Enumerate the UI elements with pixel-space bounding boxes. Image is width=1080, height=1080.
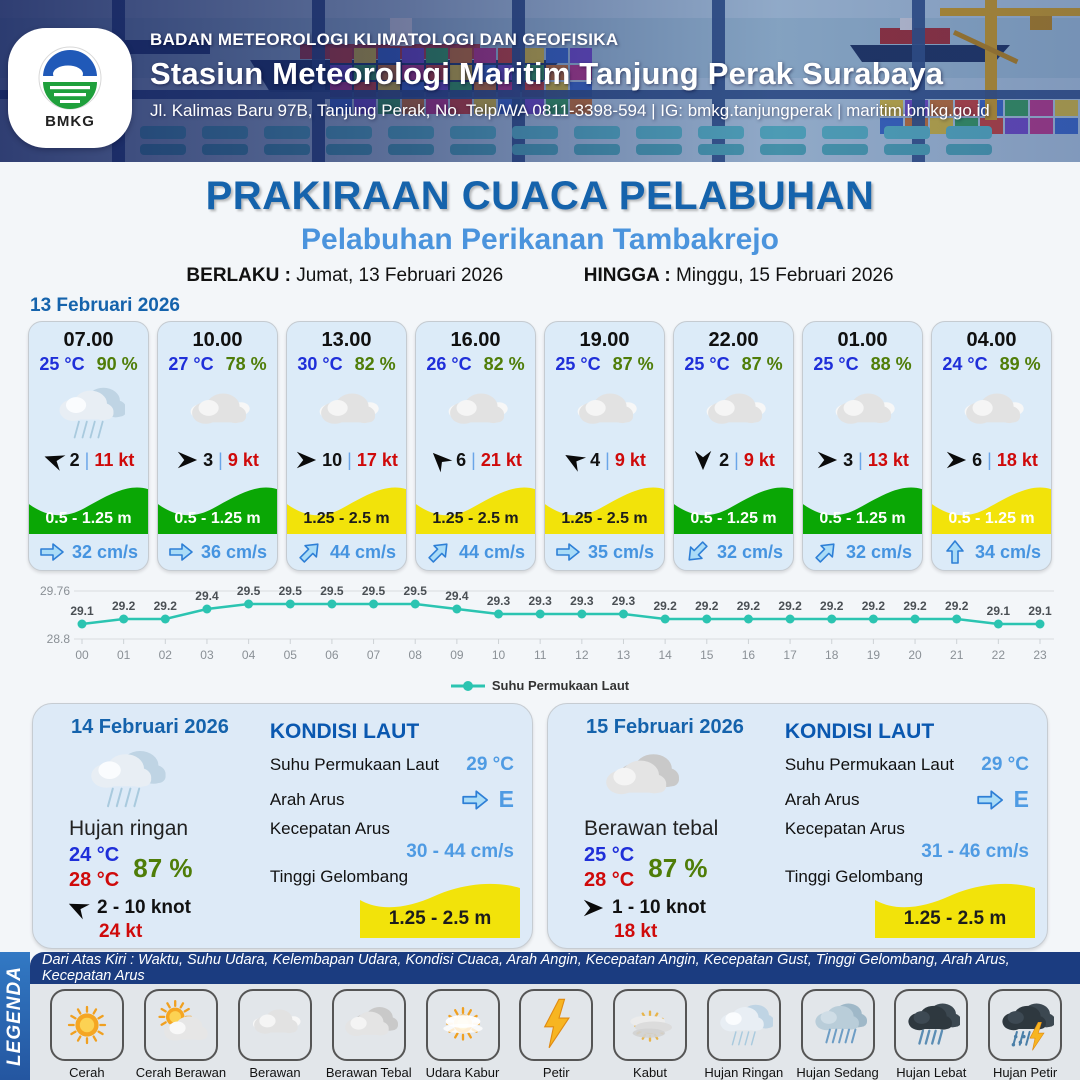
chart-legend-marker xyxy=(451,681,485,691)
svg-text:16: 16 xyxy=(741,648,756,662)
wind-speed: 6 xyxy=(456,449,467,470)
current-info xyxy=(168,534,267,570)
wave-height: 0.5 - 1.25 m xyxy=(174,510,261,527)
current-info xyxy=(297,534,396,570)
udara-kabur-icon xyxy=(434,996,492,1054)
wind-direction-icon xyxy=(176,449,198,471)
legend-weather-icon xyxy=(707,989,781,1061)
current-arrow-icon xyxy=(944,539,966,565)
svg-text:29.2: 29.2 xyxy=(945,599,969,613)
wind-speed: 10 xyxy=(322,449,343,470)
current-info xyxy=(426,534,525,570)
title-block xyxy=(0,162,1080,287)
daily-temp-min: 25 °C xyxy=(584,844,635,866)
wind-direction-icon xyxy=(43,449,65,471)
valid-to-label: HINGGA : xyxy=(583,265,671,286)
svg-text:29.1: 29.1 xyxy=(70,604,94,618)
wind-dart-icon xyxy=(176,449,198,471)
current-direction-icon xyxy=(168,541,194,563)
current-arrow-icon xyxy=(809,535,843,569)
gust-speed: 11 kt xyxy=(94,449,135,470)
current-speed: 35 cm/s xyxy=(587,541,655,562)
current-arrow-icon xyxy=(422,535,456,569)
hujan-ringan-icon xyxy=(53,377,125,449)
wave-height: 0.5 - 1.25 m xyxy=(819,510,906,527)
legend-weather-icon xyxy=(519,989,593,1061)
svg-text:02: 02 xyxy=(158,648,172,662)
sea-conditions-heading: KONDISI LAUT xyxy=(784,720,935,743)
wave-height: 1.25 - 2.5 m xyxy=(432,510,519,527)
current-info xyxy=(813,534,912,570)
forecast-card xyxy=(673,321,794,571)
legend-item: Petir xyxy=(511,989,601,1080)
legend-items xyxy=(30,984,1080,1080)
wind-info: 4 | 9 kt xyxy=(563,449,646,471)
berawan-icon xyxy=(569,377,641,449)
svg-text:00: 00 xyxy=(75,648,89,662)
sst-label: Suhu Permukaan Laut xyxy=(784,755,954,774)
svg-text:29.2: 29.2 xyxy=(736,599,761,613)
current-direction-icon xyxy=(39,541,65,563)
forecast-time: 04.00 xyxy=(966,329,1017,351)
legend-item: Cerah xyxy=(42,989,132,1080)
hujan-lebat-icon xyxy=(902,996,960,1054)
svg-text:29.4: 29.4 xyxy=(195,589,219,603)
cerah-berawan-icon xyxy=(152,996,210,1054)
legend-weather-icon xyxy=(144,989,218,1061)
wind-direction-icon xyxy=(692,449,714,471)
daily-humidity: 87 % xyxy=(648,852,708,883)
svg-text:29.1: 29.1 xyxy=(1028,604,1052,618)
current-direction-icon xyxy=(942,541,968,563)
current-info xyxy=(39,534,138,570)
svg-text:29.2: 29.2 xyxy=(820,599,844,613)
weather-icon xyxy=(53,377,125,449)
wind-info: 6 | 21 kt xyxy=(429,449,522,471)
legend-item: Hujan Ringan xyxy=(699,989,789,1080)
svg-text:29.5: 29.5 xyxy=(361,584,386,598)
chart-legend xyxy=(26,678,1054,693)
port-name: Pelabuhan Perikanan Tambakrejo xyxy=(301,223,779,256)
wave-height: 0.5 - 1.25 m xyxy=(45,510,132,527)
wind-dart-icon xyxy=(582,897,604,919)
daily-date: 14 Februari 2026 xyxy=(71,716,229,738)
forecast-date: 13 Februari 2026 xyxy=(30,295,180,316)
wave-height: 1.25 - 2.5 m xyxy=(303,510,390,527)
sea-current-direction: E xyxy=(1013,786,1029,812)
svg-text:29.2: 29.2 xyxy=(695,599,719,613)
current-arrow-icon xyxy=(461,788,489,812)
wind-direction-icon xyxy=(295,449,317,471)
hujan-sedang-icon xyxy=(809,996,867,1054)
current-direction-icon xyxy=(813,541,839,563)
daily-temp-min: 24 °C xyxy=(69,844,120,866)
current-direction-icon xyxy=(684,541,710,563)
svg-text:12: 12 xyxy=(575,648,589,662)
air-temperature: 25 °C xyxy=(39,354,85,374)
svg-text:29.5: 29.5 xyxy=(236,584,261,598)
daily-temp-max: 28 °C xyxy=(584,869,635,891)
berawan-icon xyxy=(956,377,1028,449)
current-speed: 32 cm/s xyxy=(845,541,913,562)
wave-height-band xyxy=(803,472,922,534)
svg-text:29.3: 29.3 xyxy=(486,594,511,608)
svg-text:29.5: 29.5 xyxy=(320,584,344,598)
svg-text:29.4: 29.4 xyxy=(445,589,469,603)
valid-from-label: BERLAKU : xyxy=(186,265,291,286)
air-temperature: 26 °C xyxy=(426,354,472,374)
sst-value: 29 °C xyxy=(466,754,514,775)
svg-text:19: 19 xyxy=(866,648,881,662)
svg-text:29.1: 29.1 xyxy=(986,604,1011,618)
weather-icon xyxy=(956,377,1028,449)
humidity: 88 % xyxy=(870,354,912,374)
wind-info: 3 | 13 kt xyxy=(816,449,909,471)
sst-line-chart xyxy=(26,579,1054,671)
daily-wind-direction-icon xyxy=(582,897,604,919)
berawan-icon xyxy=(182,377,254,449)
daily-wave-band xyxy=(875,874,1035,938)
sea-current-direction: E xyxy=(498,786,514,812)
svg-text:01: 01 xyxy=(116,648,131,662)
daily-weather-icon xyxy=(81,739,167,819)
daily-wind-direction-icon xyxy=(67,897,89,919)
forecast-time: 13.00 xyxy=(321,329,372,351)
daily-forecast-row xyxy=(0,693,1080,949)
current-info xyxy=(684,534,783,570)
wind-dart-icon xyxy=(295,449,317,471)
svg-text:14: 14 xyxy=(658,648,672,662)
current-direction-label: Arah Arus xyxy=(269,789,345,809)
daily-condition: Berawan tebal xyxy=(584,817,719,840)
daily-temp-max: 28 °C xyxy=(69,869,120,891)
wind-speed: 2 xyxy=(69,449,80,470)
legend-item: Udara Kabur xyxy=(418,989,508,1080)
wind-dart-icon xyxy=(692,449,714,471)
forecast-time: 01.00 xyxy=(837,329,888,351)
humidity: 87 % xyxy=(741,354,783,374)
kabut-icon xyxy=(621,996,679,1054)
svg-text:05: 05 xyxy=(283,648,297,662)
wind-dart-icon xyxy=(559,445,589,475)
forecast-card xyxy=(931,321,1052,571)
berawan-icon xyxy=(311,377,383,449)
svg-text:29.2: 29.2 xyxy=(111,599,136,613)
legend-item: Berawan Tebal xyxy=(324,989,414,1080)
berawan-icon xyxy=(698,377,770,449)
gust-speed: 9 kt xyxy=(743,449,775,470)
gust-speed: 18 kt xyxy=(996,449,1038,470)
gust-speed: 17 kt xyxy=(356,449,398,470)
svg-text:29.76: 29.76 xyxy=(39,584,70,598)
svg-text:29.2: 29.2 xyxy=(778,599,802,613)
gust-speed: 9 kt xyxy=(227,449,259,470)
current-arrow-icon xyxy=(680,535,714,569)
daily-condition: Hujan ringan xyxy=(69,817,189,840)
svg-text:29.5: 29.5 xyxy=(403,584,427,598)
current-arrow-icon xyxy=(293,535,327,569)
weather-icon xyxy=(311,377,383,449)
weather-icon xyxy=(827,377,899,449)
air-temperature: 25 °C xyxy=(813,354,859,374)
berawan-icon xyxy=(827,377,899,449)
forecast-time: 07.00 xyxy=(63,329,114,351)
current-speed: 32 cm/s xyxy=(71,541,139,562)
wind-dart-icon xyxy=(945,449,967,471)
humidity: 82 % xyxy=(483,354,525,374)
sea-current-direction-icon xyxy=(976,788,1006,812)
forecast-card xyxy=(415,321,536,571)
svg-text:29.2: 29.2 xyxy=(903,599,927,613)
current-speed: 36 cm/s xyxy=(200,541,268,562)
legend-item: Hujan Petir xyxy=(980,989,1070,1080)
legend-note: Dari Atas Kiri : Waktu, Suhu Udara, Kelembapan Udara, Kondisi Cuaca, Arah Angin, Kecepatan Angin, Kecepatan Gust, Tinggi Gelombang, Arah Arus, Kecepatan Arus xyxy=(30,952,1080,984)
current-direction-icon xyxy=(297,541,323,563)
wind-speed: 4 xyxy=(590,449,601,470)
wind-speed: 2 xyxy=(719,449,730,470)
wave-height: 1.25 - 2.5 m xyxy=(561,510,648,527)
cerah-icon xyxy=(58,996,116,1054)
wave-height-band xyxy=(158,472,277,534)
humidity: 90 % xyxy=(96,354,138,374)
current-direction-label: Arah Arus xyxy=(784,789,860,809)
bmkg-logo-icon xyxy=(38,46,102,110)
header-banner xyxy=(0,0,1080,162)
svg-text:08: 08 xyxy=(408,648,422,662)
berawan-icon xyxy=(440,377,512,449)
valid-from-value: Jumat, 13 Februari 2026 xyxy=(296,265,504,286)
weather-icon xyxy=(440,377,512,449)
forecast-time: 19.00 xyxy=(579,329,630,351)
current-speed: 32 cm/s xyxy=(716,541,784,562)
humidity: 82 % xyxy=(354,354,396,374)
current-info xyxy=(555,534,654,570)
current-arrow-icon xyxy=(976,788,1004,812)
sst-label: Suhu Permukaan Laut xyxy=(269,755,439,774)
wave-height-band xyxy=(674,472,793,534)
legend-section xyxy=(0,952,1080,1080)
wave-height-label: Tinggi Gelombang xyxy=(784,867,924,886)
wave-height-band xyxy=(287,472,406,534)
forecast-card xyxy=(802,321,923,571)
daily-date: 15 Februari 2026 xyxy=(586,716,744,738)
svg-text:04: 04 xyxy=(241,648,256,662)
svg-text:10: 10 xyxy=(491,648,506,662)
daily-wave-band xyxy=(360,874,520,938)
svg-text:22: 22 xyxy=(991,648,1006,662)
wave-height: 0.5 - 1.25 m xyxy=(690,510,777,527)
svg-text:29.3: 29.3 xyxy=(611,594,636,608)
humidity: 89 % xyxy=(999,354,1041,374)
wind-dart-icon xyxy=(40,446,68,474)
bmkg-logo-label: BMKG xyxy=(45,113,95,130)
legend-title: LEGENDA xyxy=(4,966,25,1066)
wave-height-band xyxy=(29,472,148,534)
valid-to-value: Minggu, 15 Februari 2026 xyxy=(675,265,894,286)
legend-item: Kabut xyxy=(605,989,695,1080)
current-speed: 44 cm/s xyxy=(329,541,397,562)
current-direction-icon xyxy=(555,541,581,563)
svg-text:21: 21 xyxy=(950,648,964,662)
wind-dart-icon xyxy=(63,893,92,922)
svg-text:20: 20 xyxy=(908,648,922,662)
berawan-tebal-icon xyxy=(596,739,682,819)
current-speed: 44 cm/s xyxy=(458,541,526,562)
weather-icon xyxy=(182,377,254,449)
wave-height: 0.5 - 1.25 m xyxy=(948,510,1035,527)
forecast-card xyxy=(28,321,149,571)
wind-speed: 3 xyxy=(843,449,854,470)
humidity: 87 % xyxy=(612,354,654,374)
sst-value: 29 °C xyxy=(981,754,1029,775)
wind-speed: 6 xyxy=(972,449,983,470)
wind-speed: 3 xyxy=(203,449,214,470)
station-address: Jl. Kalimas Baru 97B, Tanjung Perak, No. Telp/WA 0811-3398-594 | IG: bmkg.tanjungperak | maritim.bmkg.go.id xyxy=(150,101,990,120)
hujan-petir-icon xyxy=(996,996,1054,1054)
daily-wave-height: 1.25 - 2.5 m xyxy=(388,908,492,929)
validity-period xyxy=(0,265,1080,287)
legend-weather-icon xyxy=(238,989,312,1061)
wind-info: 6 | 18 kt xyxy=(945,449,1038,471)
sea-current-speed: 31 - 46 cm/s xyxy=(921,841,1029,862)
wave-height-band xyxy=(545,472,664,534)
current-speed-label: Kecepatan Arus xyxy=(269,819,390,838)
legend-weather-icon xyxy=(332,989,406,1061)
wind-direction-icon xyxy=(429,449,451,471)
wind-dart-icon xyxy=(816,449,838,471)
legend-weather-icon xyxy=(801,989,875,1061)
forecast-time: 10.00 xyxy=(192,329,243,351)
daily-wind-range: 1 - 10 knot xyxy=(612,897,706,918)
daily-humidity: 87 % xyxy=(133,852,193,883)
legend-item: Hujan Lebat xyxy=(886,989,976,1080)
svg-text:07: 07 xyxy=(366,648,381,662)
svg-text:29.2: 29.2 xyxy=(861,599,886,613)
air-temperature: 30 °C xyxy=(297,354,343,374)
current-arrow-icon xyxy=(555,541,581,563)
sea-current-speed: 30 - 44 cm/s xyxy=(406,841,514,862)
forecast-card xyxy=(544,321,665,571)
legend-item: Berawan xyxy=(230,989,320,1080)
station-name: Stasiun Meteorologi Maritim Tanjung Perak Surabaya xyxy=(150,56,944,91)
wind-info: 2 | 9 kt xyxy=(692,449,775,471)
legend-weather-icon xyxy=(426,989,500,1061)
petir-icon xyxy=(527,996,585,1054)
chart-legend-label: Suhu Permukaan Laut xyxy=(491,678,630,693)
forecast-time: 16.00 xyxy=(450,329,501,351)
legend-title-strip xyxy=(0,952,30,1080)
page-title: PRAKIRAAN CUACA PELABUHAN xyxy=(205,174,875,218)
svg-text:28.8: 28.8 xyxy=(46,632,70,646)
svg-text:23: 23 xyxy=(1033,648,1047,662)
svg-text:18: 18 xyxy=(825,648,839,662)
wind-direction-icon xyxy=(563,449,585,471)
humidity: 78 % xyxy=(225,354,267,374)
weather-icon xyxy=(569,377,641,449)
wind-dart-icon xyxy=(425,444,456,475)
sea-current-direction-icon xyxy=(461,788,491,812)
svg-text:29.3: 29.3 xyxy=(528,594,552,608)
hujan-ringan-icon xyxy=(715,996,773,1054)
daily-forecast-card xyxy=(547,703,1048,949)
legend-weather-icon xyxy=(613,989,687,1061)
bmkg-logo xyxy=(8,28,132,148)
current-arrow-icon xyxy=(168,541,194,563)
svg-text:09: 09 xyxy=(450,648,464,662)
wind-direction-icon xyxy=(816,449,838,471)
legend-weather-icon xyxy=(50,989,124,1061)
current-arrow-icon xyxy=(39,541,65,563)
air-temperature: 24 °C xyxy=(942,354,988,374)
daily-wind-range: 2 - 10 knot xyxy=(97,897,191,918)
wave-height-band xyxy=(932,472,1051,534)
legend-item: Hujan Sedang xyxy=(793,989,883,1080)
current-speed-label: Kecepatan Arus xyxy=(784,819,905,838)
gust-speed: 21 kt xyxy=(480,449,522,470)
hujan-ringan-icon xyxy=(81,739,167,819)
forecast-time: 22.00 xyxy=(708,329,759,351)
wind-info: 2 | 11 kt xyxy=(43,449,135,471)
current-speed: 34 cm/s xyxy=(974,541,1042,562)
svg-text:29.5: 29.5 xyxy=(278,584,302,598)
legend-weather-icon xyxy=(988,989,1062,1061)
air-temperature: 25 °C xyxy=(684,354,730,374)
daily-wave-height: 1.25 - 2.5 m xyxy=(903,908,1007,929)
svg-text:29.3: 29.3 xyxy=(570,594,594,608)
wind-info: 10 | 17 kt xyxy=(295,449,398,471)
current-info xyxy=(942,534,1041,570)
svg-text:11: 11 xyxy=(533,648,547,662)
wind-info: 3 | 9 kt xyxy=(176,449,259,471)
svg-text:29.2: 29.2 xyxy=(653,599,677,613)
agency-name: BADAN METEOROLOGI KLIMATOLOGI DAN GEOFISIKA xyxy=(150,30,619,49)
wave-height-label: Tinggi Gelombang xyxy=(269,867,409,886)
legend-item: Cerah Berawan xyxy=(136,989,226,1080)
hourly-forecast-row xyxy=(0,321,1080,571)
weather-icon xyxy=(698,377,770,449)
wave-height-band xyxy=(416,472,535,534)
gust-speed: 9 kt xyxy=(614,449,646,470)
svg-text:03: 03 xyxy=(200,648,214,662)
air-temperature: 25 °C xyxy=(555,354,601,374)
daily-forecast-card xyxy=(32,703,533,949)
wind-direction-icon xyxy=(945,449,967,471)
svg-text:06: 06 xyxy=(325,648,339,662)
berawan-icon xyxy=(246,996,304,1054)
svg-text:13: 13 xyxy=(616,648,631,662)
svg-text:29.2: 29.2 xyxy=(153,599,177,613)
gust-speed: 13 kt xyxy=(867,449,909,470)
daily-gust: 24 kt xyxy=(99,921,143,942)
forecast-card xyxy=(286,321,407,571)
svg-text:15: 15 xyxy=(700,648,714,662)
forecast-card xyxy=(157,321,278,571)
sea-conditions-heading: KONDISI LAUT xyxy=(269,720,420,743)
svg-text:17: 17 xyxy=(783,648,797,662)
sst-chart xyxy=(26,579,1054,693)
berawan-tebal-icon xyxy=(340,996,398,1054)
current-direction-icon xyxy=(426,541,452,563)
daily-weather-icon xyxy=(596,739,682,819)
daily-gust: 18 kt xyxy=(614,921,658,942)
legend-weather-icon xyxy=(894,989,968,1061)
air-temperature: 27 °C xyxy=(168,354,214,374)
